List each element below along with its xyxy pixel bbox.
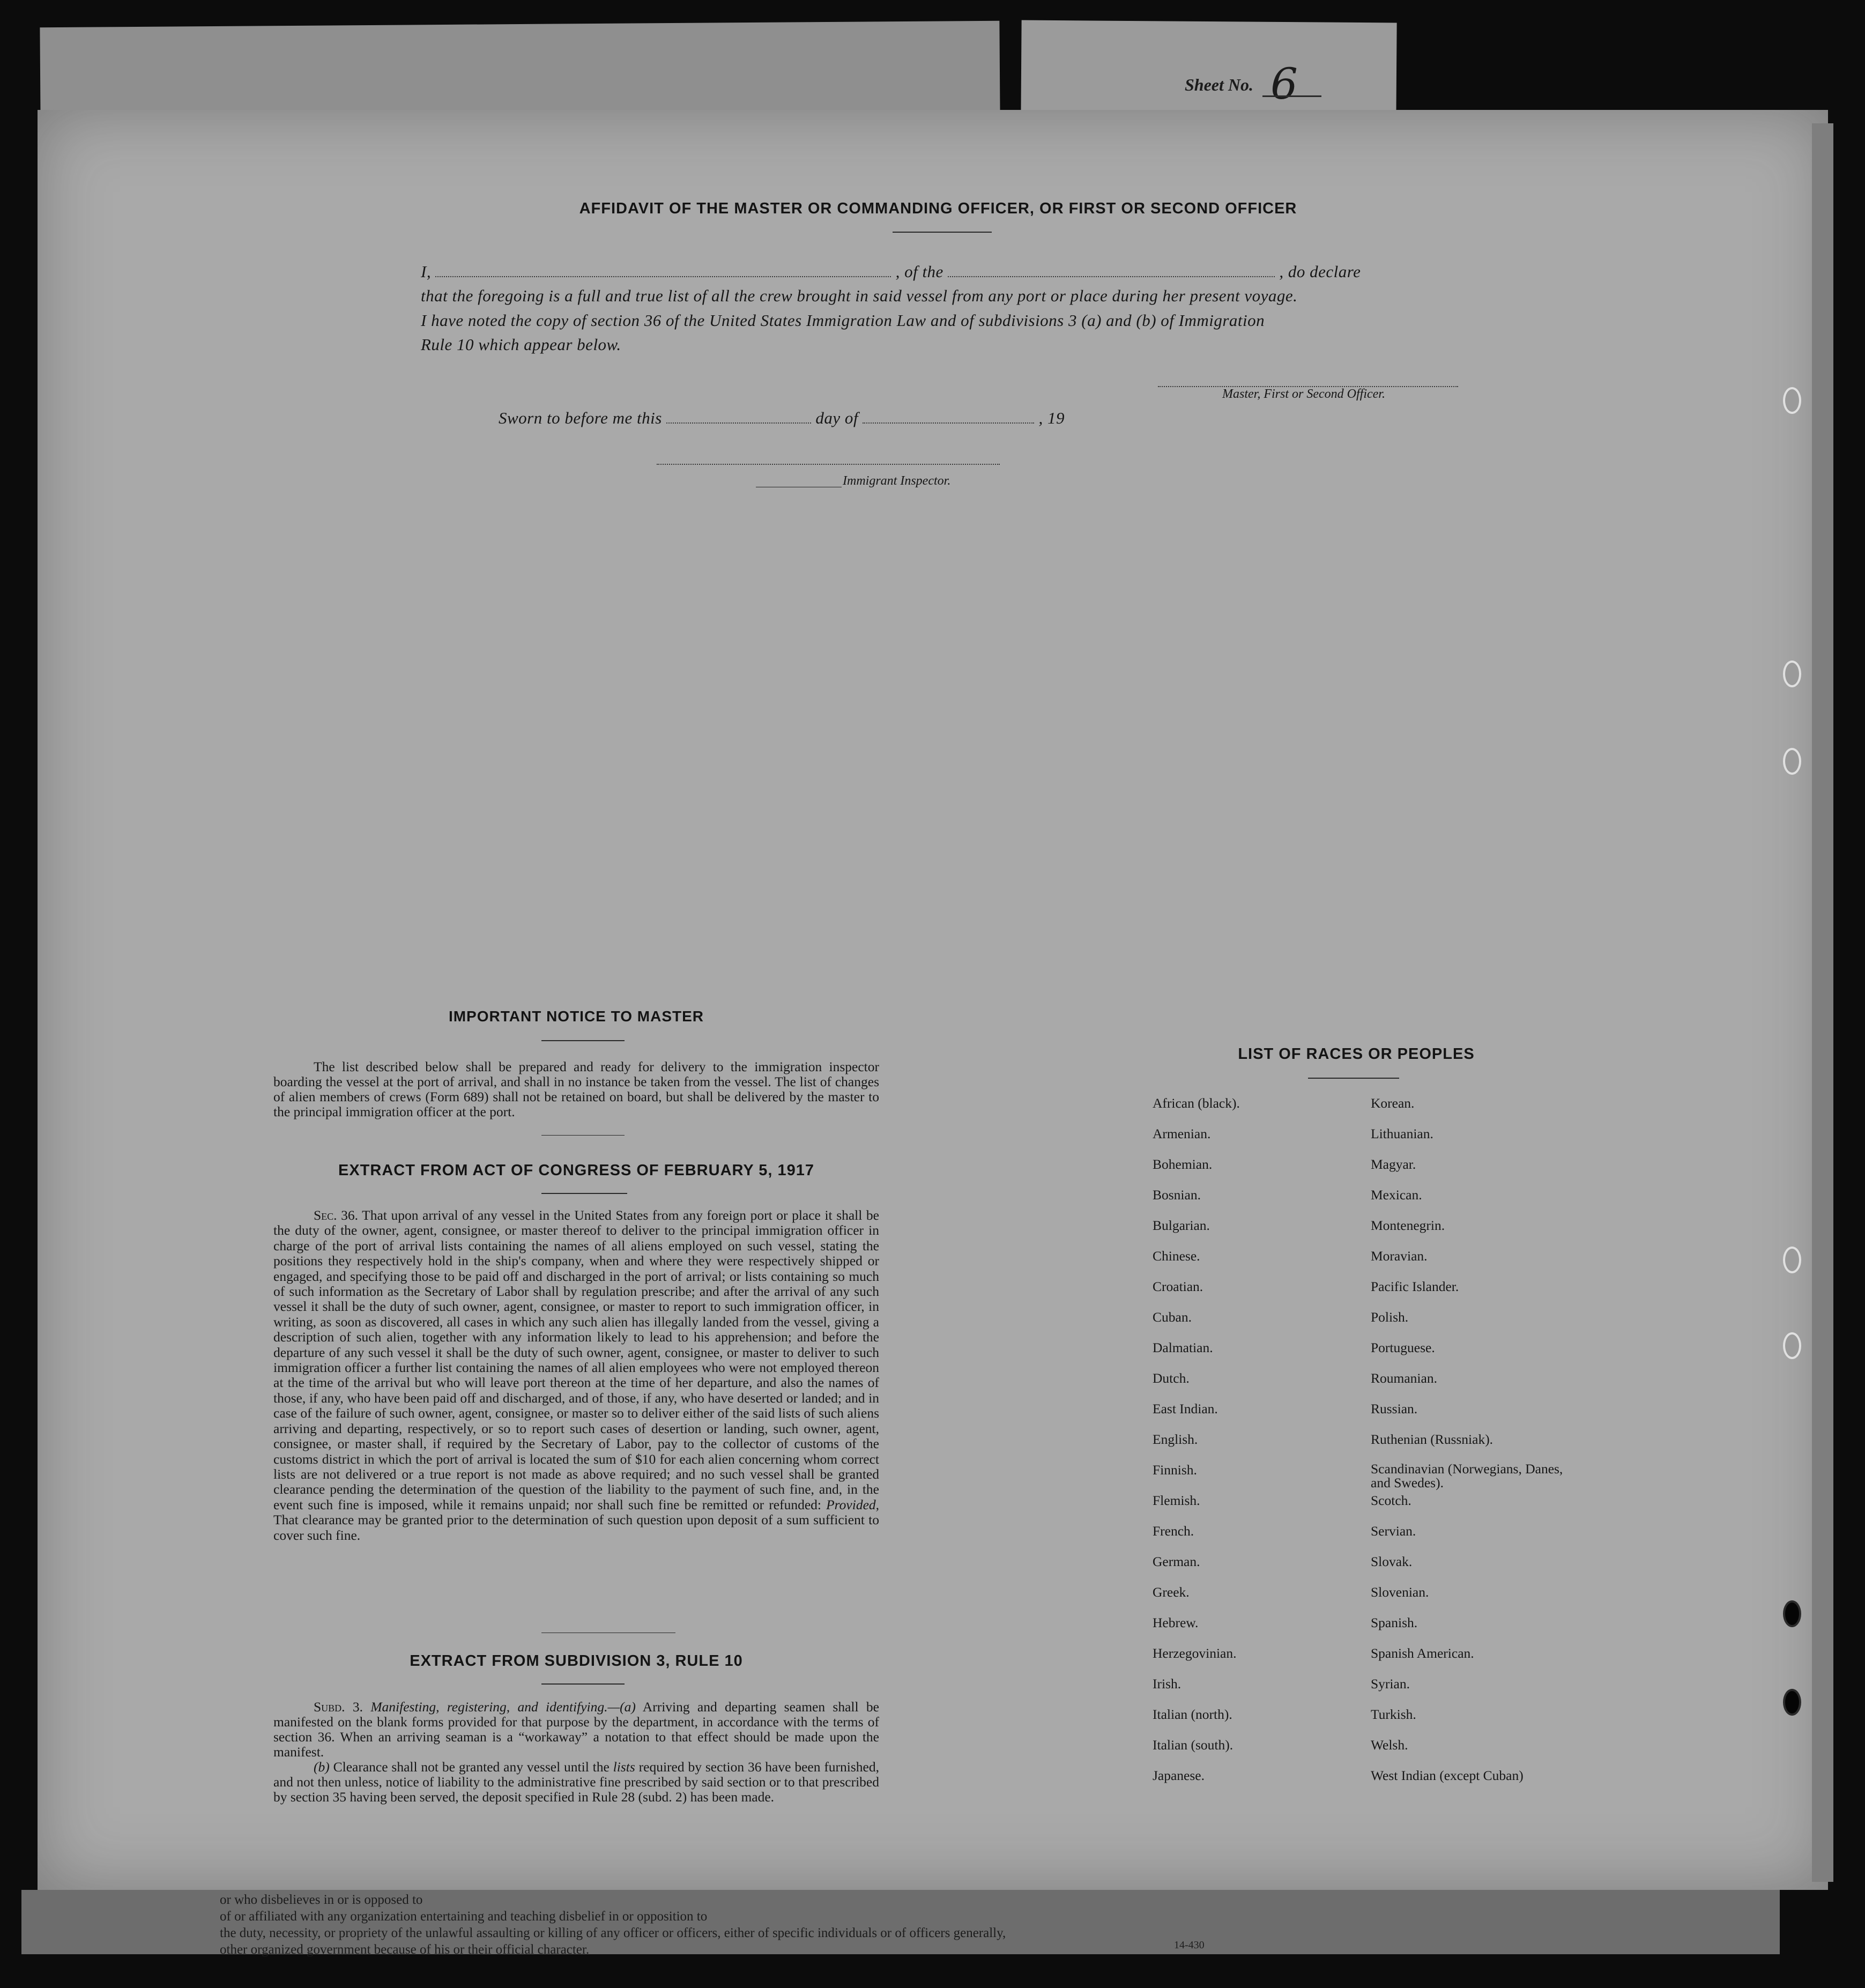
subd-b-body-2: required by section 36 have been furnished, and not then unless, notice of liability to the administrative fine prescribed by said section or to that prescribed by section 35 having been served, the deposit specified in Rule 28 (subd. 2) has been made.	[273, 1759, 880, 1805]
race-item: Welsh.	[1371, 1737, 1408, 1753]
upper-sheet-tab-left	[40, 21, 1000, 124]
race-item: Dalmatian.	[1153, 1340, 1213, 1355]
underlying-line-4: other organized government because of his or their official character.	[220, 1942, 590, 1957]
binder-hole	[1783, 1247, 1801, 1273]
race-item: African (black).	[1153, 1095, 1240, 1111]
race-item: Slovak.	[1371, 1554, 1413, 1569]
notice-rule	[541, 1040, 625, 1041]
race-item: Slovenian.	[1371, 1584, 1429, 1600]
races-list-right	[1371, 1095, 1574, 1798]
affidavit-i: I,	[421, 262, 432, 281]
subd-label: Subd. 3.	[314, 1699, 363, 1715]
rule-subd-a-text	[273, 1700, 879, 1760]
affidavit-line-4: Rule 10 which appear below.	[421, 335, 621, 354]
race-item: Irish.	[1153, 1676, 1182, 1692]
rule-title: EXTRACT FROM SUBDIVISION 3, RULE 10	[410, 1652, 743, 1670]
master-signature-label: Master, First or Second Officer.	[1222, 387, 1385, 401]
day-blank	[666, 410, 811, 424]
race-item: Servian.	[1371, 1523, 1416, 1539]
sheet-number-value: 6	[1270, 59, 1298, 109]
race-item: Spanish American.	[1371, 1645, 1474, 1661]
act-section-36-text	[273, 1208, 879, 1543]
race-item: Japanese.	[1153, 1768, 1205, 1783]
vessel-blank	[948, 263, 1275, 277]
affidavit-line-2: that the foregoing is a full and true list of all the crew brought in said vessel from any port or place during her present voyage.	[421, 286, 1298, 305]
day-of-text: day of	[815, 409, 858, 427]
race-item: Bohemian.	[1153, 1156, 1213, 1172]
act-rule	[541, 1193, 627, 1194]
underlying-line-1: or who disbelieves in or is opposed to	[220, 1893, 423, 1907]
subd-heading: Manifesting, registering, and identifying.	[370, 1699, 608, 1715]
notice-text: The list described below shall be prepared and ready for delivery to the immigration inspector boarding the vessel at the port of arrival, and shall in no instance be taken from the vessel. The list of changes of alien members of crews (Form 689) shall not be retained on board, but shall be delivered by the master to the principal immigration officer at the port.	[273, 1059, 879, 1119]
race-item: Bulgarian.	[1153, 1218, 1210, 1233]
race-item: English.	[1153, 1431, 1198, 1447]
section-body: That upon arrival of any vessel in the United States from any foreign port or place it shall be the duty of the owner, agent, consignee, or master thereof to deliver to the principal immigration officer in charge of the port of arrival lists containing the names of all aliens employed on such vessel, stating the positions they respectively hold in the ship's company, when and where they were respectively shipped or engaged, and specifying those to be paid off and discharged in the port of arrival; or lists containing so much of such information as the Secretary of Labor shall by regulation prescribe; and after the arrival of any such vessel it shall be the duty of such owner, agent, consignee, or master to report to such immigration officer, in writing, as soon as discovered, all cases in which any such alien has illegally landed from the vessel, giving a description of such alien, together with any information likely to lead to his apprehension; and before the departure of any such vessel it shall be the duty of such owner, agent, consignee, or master to deliver to such immigration officer a further list containing the names of all alien employees who were not employed thereon at the time of the arrival but who will leave port thereon at the time of her departure, and also the names of those, if any, who have been paid off and discharged, and of those, if any, who have deserted or landed; and in case of the failure of such owner, agent, consignee, or master so to deliver either of the said lists of such aliens arriving and departing, respectively, or so to report such cases of desertion or landing, such owner, agent, consignee, or master shall, if required by the Secretary of Labor, pay to the collector of customs of the customs district in which the port of arrival is located the sum of $10 for each alien concerning whom correct lists are not delivered or a true report is not made as above required; and no such vessel shall be granted clearance pending the determination of the question of the liability to the payment of such fine, and, in the event such fine is imposed, while it remains unpaid; nor shall such fine be remitted or refunded:	[273, 1207, 879, 1512]
act-title: EXTRACT FROM ACT OF CONGRESS OF FEBRUARY 5, 1917	[338, 1162, 815, 1179]
subd-b-lists: lists	[613, 1759, 635, 1775]
subd-b-mark: (b)	[314, 1759, 330, 1775]
affidavit-title: AFFIDAVIT OF THE MASTER OR COMMANDING OFFICER, OR FIRST OR SECOND OFFICER	[579, 200, 1297, 217]
subd-a-body: Arriving and departing seamen shall be manifested on the blank forms provided for that purpose by the department, in accordance with the terms of section 36. When an arriving seaman is a “workaway” a notation to that effect should be made upon the manifest.	[273, 1699, 879, 1760]
section-label: Sec. 36.	[314, 1207, 359, 1223]
underlying-line-2: of or affiliated with any organization entertaining and teaching disbelief in or opposition to	[220, 1909, 708, 1924]
race-item: Magyar.	[1371, 1156, 1416, 1172]
race-item: Ruthenian (Russniak).	[1371, 1431, 1494, 1447]
affidavit-declare: , do declare	[1279, 262, 1361, 281]
race-item: Spanish.	[1371, 1615, 1418, 1630]
affidavit-of-the: , of the	[895, 262, 943, 281]
sheet-number-label: Sheet No.	[1185, 75, 1253, 94]
race-item: Armenian.	[1153, 1126, 1211, 1141]
notice-rule-bottom	[541, 1135, 625, 1136]
race-item: West Indian (except Cuban)	[1371, 1768, 1524, 1783]
race-item: Herzegovinian.	[1153, 1645, 1237, 1661]
race-item: Chinese.	[1153, 1248, 1200, 1264]
sheet-number-underline	[1262, 95, 1321, 97]
race-item: German.	[1153, 1554, 1200, 1569]
race-item: Greek.	[1153, 1584, 1190, 1600]
races-list-left	[1153, 1095, 1356, 1798]
affidavit-line-1	[421, 260, 1461, 284]
rule-subd-b-text	[273, 1760, 879, 1805]
race-item: Syrian.	[1371, 1676, 1410, 1692]
page-stack-edge	[1812, 123, 1833, 1882]
affidavit-line-3: I have noted the copy of section 36 of the United States Immigration Law and of subdivisions 3 (a) and (b) of Immigration	[421, 311, 1265, 330]
title-rule	[893, 232, 992, 233]
form-number: 14-430	[1174, 1939, 1205, 1951]
races-title: LIST OF RACES OR PEOPLES	[1238, 1045, 1475, 1063]
binder-hole	[1783, 1600, 1801, 1627]
race-item: Moravian.	[1371, 1248, 1428, 1264]
race-item: Russian.	[1371, 1401, 1418, 1416]
name-blank	[435, 263, 891, 277]
race-item: Finnish.	[1153, 1462, 1197, 1478]
binder-hole	[1783, 1332, 1801, 1359]
race-item: Bosnian.	[1153, 1187, 1201, 1203]
race-item: Lithuanian.	[1371, 1126, 1433, 1141]
sworn-text: Sworn to before me this	[499, 409, 662, 427]
race-item: Scandinavian (Norwegians, Danes, and Swedes).	[1371, 1461, 1563, 1490]
year-text: , 19	[1038, 409, 1065, 427]
race-item: Turkish.	[1371, 1707, 1416, 1722]
subd-a-mark: —(a)	[607, 1699, 636, 1715]
race-item: Korean.	[1371, 1095, 1415, 1111]
race-item: Croatian.	[1153, 1279, 1203, 1294]
underlying-sheet-text	[220, 1891, 1506, 1958]
race-item: French.	[1153, 1523, 1194, 1539]
race-item: Roumanian.	[1371, 1370, 1437, 1386]
binder-hole	[1783, 661, 1801, 687]
binder-hole	[1783, 387, 1801, 414]
month-blank	[863, 410, 1034, 424]
proviso-word: Provided,	[826, 1496, 880, 1512]
race-item: Mexican.	[1371, 1187, 1422, 1203]
race-item: Scotch.	[1371, 1493, 1411, 1508]
underlying-line-3: the duty, necessity, or propriety of the unlawful assaulting or killing of any officer or officers, either of specific individuals or of officers generally,	[220, 1926, 1006, 1940]
notice-title: IMPORTANT NOTICE TO MASTER	[448, 1008, 704, 1025]
binder-hole	[1783, 1689, 1801, 1716]
subd-b-body-1: Clearance shall not be granted any vessel until the	[333, 1759, 610, 1775]
upper-sheet-tab-right	[1021, 20, 1396, 122]
inspector-signature-line	[657, 464, 1000, 465]
race-item: Hebrew.	[1153, 1615, 1199, 1630]
rule-title-rule	[541, 1683, 625, 1685]
race-item: Italian (north).	[1153, 1707, 1232, 1722]
inspector-label: Immigrant Inspector.	[843, 474, 951, 488]
race-item: Pacific Islander.	[1371, 1279, 1459, 1294]
section-body-end: That clearance may be granted prior to the determination of such question upon deposit of a sum sufficient to cover such fine.	[273, 1512, 879, 1543]
race-item: Montenegrin.	[1371, 1218, 1445, 1233]
race-item: Polish.	[1371, 1309, 1409, 1325]
race-item: Dutch.	[1153, 1370, 1190, 1386]
race-item: Cuban.	[1153, 1309, 1192, 1325]
race-item: Italian (south).	[1153, 1737, 1234, 1753]
race-item: East Indian.	[1153, 1401, 1218, 1416]
binder-hole	[1783, 748, 1801, 775]
race-item: Portuguese.	[1371, 1340, 1435, 1355]
sworn-line	[499, 406, 1142, 430]
races-rule	[1308, 1078, 1399, 1079]
race-item: Flemish.	[1153, 1493, 1200, 1508]
